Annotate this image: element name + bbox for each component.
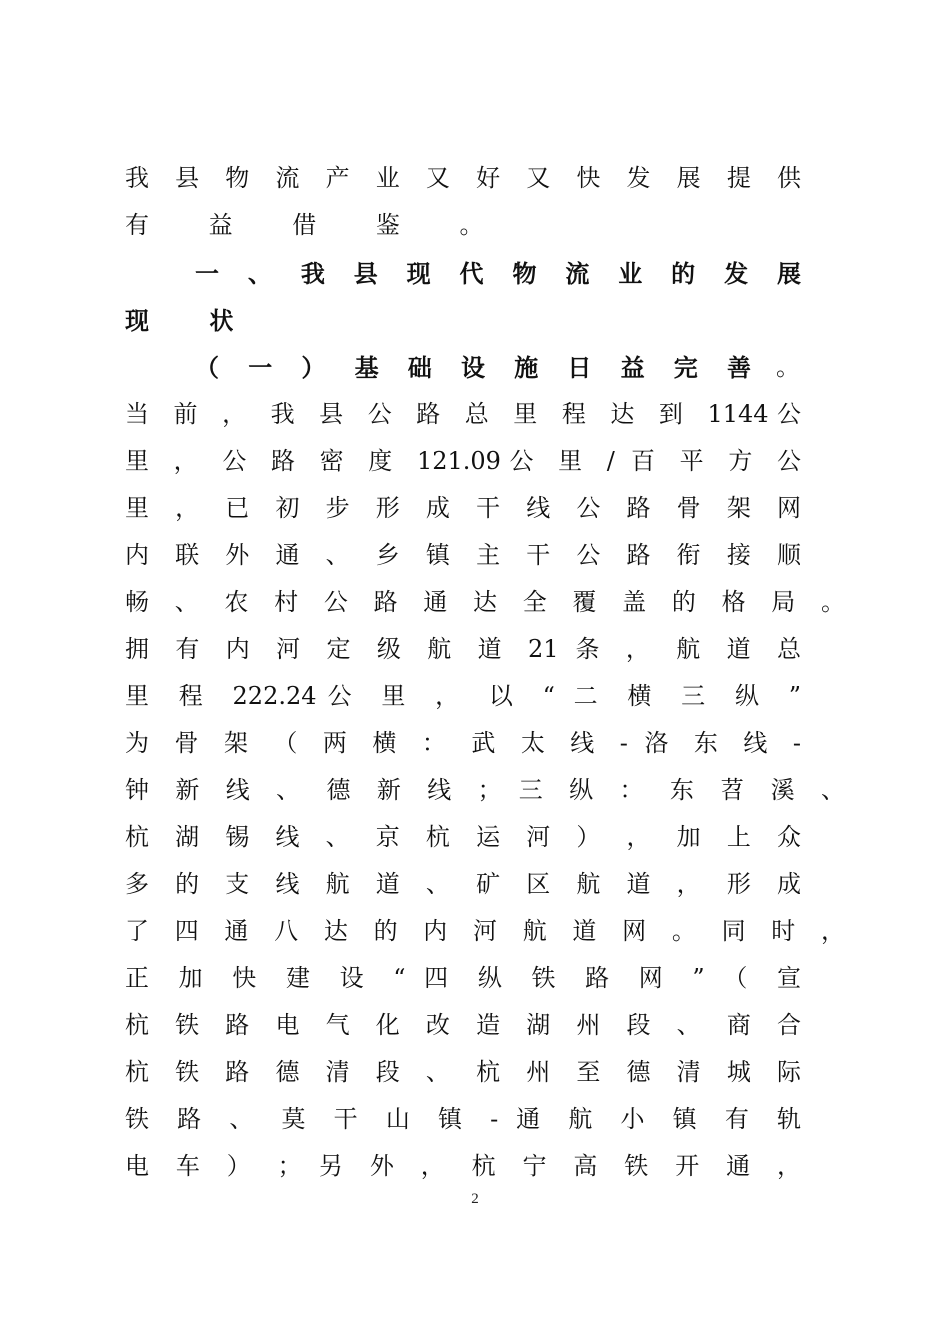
body-line-9: 里 程 222.24公 里 ， 以 “ 二 横 三 纵 ”	[125, 682, 801, 710]
body-line-4: 里 ， 公 路 密 度 121.09公 里 / 百 平 方 公	[125, 447, 801, 475]
body-line-10: 为 骨 架 （ 两 横 ： 武 太 线 - 洛 东 线 -	[125, 729, 801, 757]
body-line-12: 杭 湖 锡 线 、 京 杭 运 河 ） ， 加 上 众	[125, 823, 801, 851]
body-line-2: 有 益 借 鉴 。	[125, 211, 510, 239]
body-line-7: 畅 、 农 村 公 路 通 达 全 覆 盖 的 格 局 。	[125, 588, 845, 616]
body-line-5: 里 ， 已 初 步 形 成 干 线 公 路 骨 架 网	[125, 494, 801, 522]
section-heading-line-1: 一 、 我 县 现 代 物 流 业 的 发 展	[195, 259, 801, 288]
body-line-18: 铁 路 、 莫 干 山 镇 - 通 航 小 镇 有 轨	[125, 1105, 801, 1133]
section-heading-line-2: 现 状	[125, 306, 260, 335]
body-line-15: 正 加 快 建 设 “ 四 纵 铁 路 网 ” （ 宣	[125, 964, 801, 992]
body-line-8: 拥 有 内 河 定 级 航 道 21 条 ， 航 道 总	[125, 635, 801, 663]
body-line-1: 我 县 物 流 产 业 又 好 又 快 发 展 提 供	[125, 164, 801, 192]
body-line-6: 内 联 外 通 、 乡 镇 主 干 公 路 衔 接 顺	[125, 541, 801, 569]
subsection-heading: （ 一 ） 基 础 设 施 日 益 完 善	[195, 353, 751, 382]
body-line-19: 电 车 ） ； 另 外 ， 杭 宁 高 铁 开 通 ，	[125, 1152, 801, 1180]
body-line-17: 杭 铁 路 德 清 段 、 杭 州 至 德 清 城 际	[125, 1058, 801, 1086]
body-line-14: 了 四 通 八 达 的 内 河 航 道 网 。 同 时 ，	[125, 917, 845, 945]
body-line-3: 当 前 ， 我 县 公 路 总 里 程 达 到 1144公	[125, 400, 801, 428]
body-line-13: 多 的 支 线 航 道 、 矿 区 航 道 ， 形 成	[125, 870, 801, 898]
page-number: 2	[471, 1191, 479, 1207]
subsection-heading-period: 。	[776, 353, 800, 381]
body-line-11: 钟 新 线 、 德 新 线 ； 三 纵 ： 东 苕 溪 、	[125, 776, 845, 804]
body-line-16: 杭 铁 路 电 气 化 改 造 湖 州 段 、 商 合	[125, 1011, 801, 1039]
